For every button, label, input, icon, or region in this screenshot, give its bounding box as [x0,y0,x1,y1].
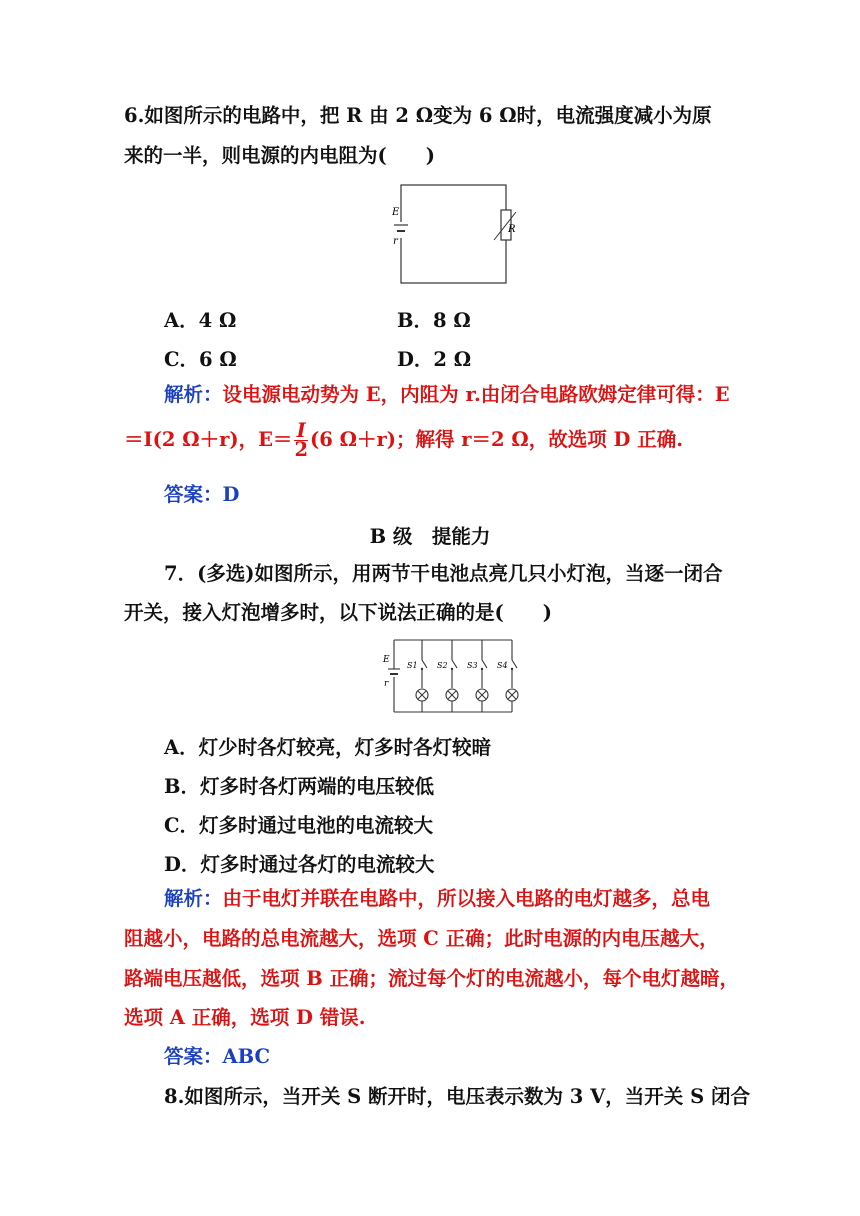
q7-answer-value: ABC [222,1045,271,1068]
q7-analysis-line1 [164,884,710,914]
q7-label-s1: S1 [407,661,418,670]
q7-analysis-line2: 阻越小，电路的总电流越大，选项 C 正确；此时电源的内电压越大， [124,927,719,950]
q6-analysis-line1 [164,380,730,410]
q6-stem-line1: 6.如图所示的电路中，把 R 由 2 Ω变为 6 Ω时，电流强度减小为原 [124,104,712,127]
q7-label-s4: S4 [497,661,508,670]
q7-stem-line2: 开关，接入灯泡增多时，以下说法正确的是( ) [124,601,552,624]
section-heading: B 级 提能力 [369,525,491,548]
q6-option-a: A．4 Ω [164,309,237,332]
q7-label-s3: S3 [467,661,478,670]
q6-analysis-text2a: ＝I(2 Ω＋r)，E＝ [124,428,293,451]
q6-answer-label: 答案： [164,483,223,506]
q7-analysis-line3: 路端电压越低，选项 B 正确；流过每个灯的电流越小，每个电灯越暗， [124,967,740,990]
q8-stem-line1: 8.如图所示，当开关 S 断开时，电压表示数为 3 V，当开关 S 闭合 [164,1085,750,1108]
q7-label-E: E [383,655,390,665]
q7-circuit-diagram [380,636,520,716]
q6-analysis-text2b: (6 Ω＋r)；解得 r＝2 Ω，故选项 D 正确. [310,428,684,451]
q7-option-d: D．灯多时通过各灯的电流较大 [164,853,435,876]
q7-option-b: B．灯多时各灯两端的电压较低 [164,775,434,798]
q7-analysis-line4: 选项 A 正确，选项 D 错误. [124,1006,366,1029]
q6-analysis-label: 解析： [164,383,223,406]
q7-option-a: A．灯少时各灯较亮，灯多时各灯较暗 [164,736,492,759]
q6-stem-line2: 来的一半，则电源的内电阻为( ) [124,144,435,167]
q7-label-s2: S2 [437,661,448,670]
q6-answer [164,480,239,510]
q7-branch-4 [497,640,518,712]
q6-label-E: E [392,207,400,218]
q6-answer-value: D [222,483,240,506]
q6-fraction-den: 2 [294,438,309,461]
q7-branch-1 [407,640,428,712]
q7-answer [164,1042,270,1072]
q6-option-b: B．8 Ω [397,309,471,332]
q6-option-c: C．6 Ω [164,348,237,371]
q7-option-c: C．灯多时通过电池的电流较大 [164,814,434,837]
q6-label-r: r [393,236,398,247]
q6-circuit-diagram [388,182,516,288]
q6-option-d: D．2 Ω [397,348,472,371]
q7-answer-label: 答案： [164,1045,223,1068]
q7-label-r: r [384,679,389,689]
q6-analysis-line2 [124,419,684,461]
q7-stem-line1: 7．(多选)如图所示，用两节干电池点亮几只小灯泡，当逐一闭合 [164,562,723,585]
q6-label-R: R [508,224,516,235]
q6-analysis-text1: 设电源电动势为 E，内阻为 r.由闭合电路欧姆定律可得：E [222,383,730,406]
q7-analysis-label: 解析： [164,887,223,910]
q7-branch-3 [467,640,488,712]
q7-analysis-text1: 由于电灯并联在电路中，所以接入电路的电灯越多，总电 [222,887,711,910]
q6-fraction [294,419,309,461]
q6-fraction-num: I [294,422,308,441]
q7-branch-2 [437,640,458,712]
